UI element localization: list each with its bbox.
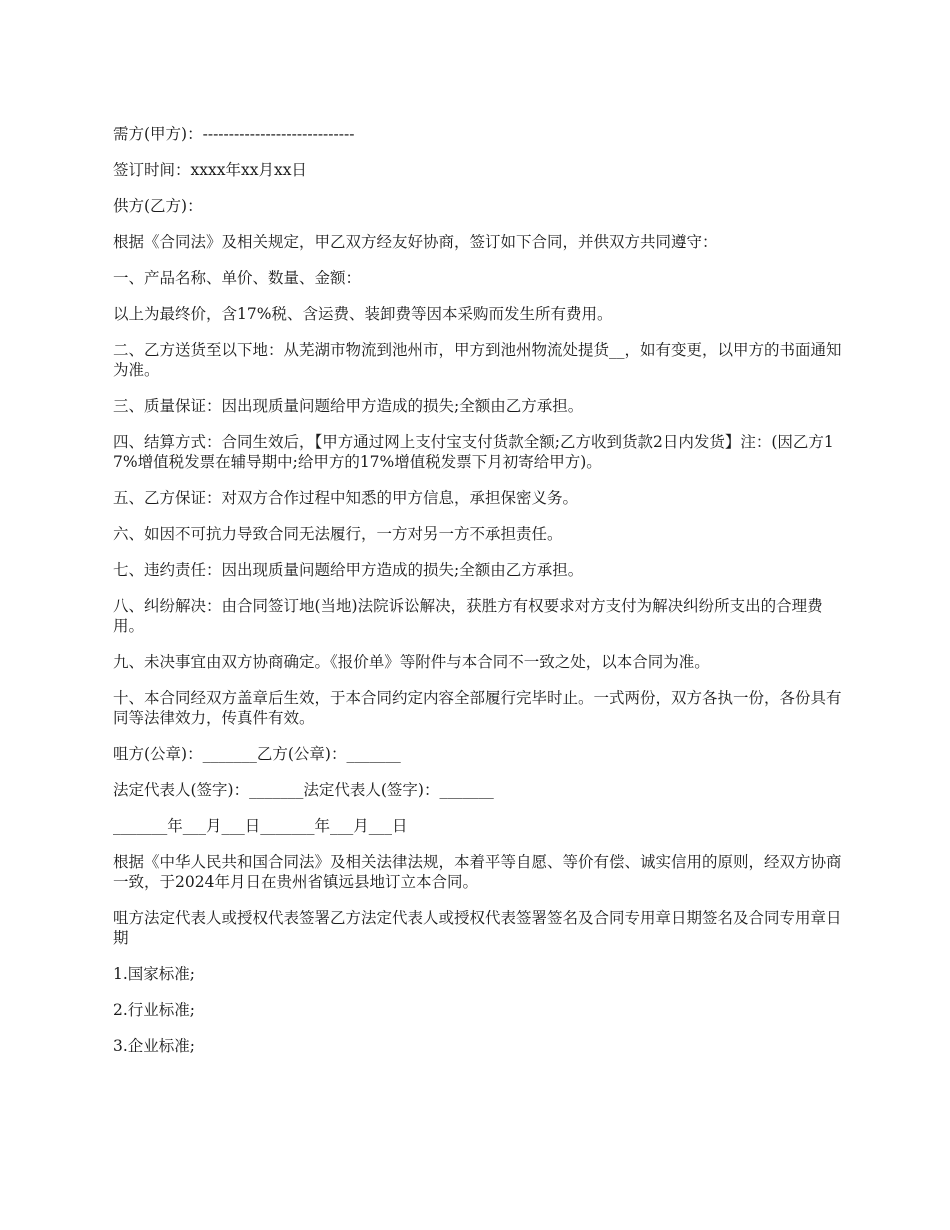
- clause-9-unresolved: 九、未决事宜由双方协商确定。《报价单》等附件与本合同不一致之处，以本合同为准。: [113, 653, 710, 671]
- seal-line: 咀方(公章)：_______乙方(公章)：_______: [113, 745, 401, 763]
- signatory-paragraph: 咀方法定代表人或授权代表签署乙方法定代表人或授权代表签署签名及合同专用章日期签名及合同专用章日期: [113, 909, 842, 947]
- contract-document: [113, 124, 843, 1072]
- clause-3-quality: 三、质量保证：因出现质量问题给甲方造成的损失;全额由乙方承担。: [113, 397, 584, 415]
- price-note-paragraph: 以上为最终价，含17%税、含运费、装卸费等因本采购而发生所有费用。: [113, 305, 613, 323]
- supplier-party-line: 供方(乙方)：: [113, 197, 203, 215]
- standard-item-3: 3.企业标准;: [113, 1037, 196, 1055]
- legal-basis-paragraph: 根据《中华人民共和国合同法》及相关法律法规，本着平等自愿、等价有偿、诚实信用的原则，经双方协商一致，于2024年月日在贵州省镇远县地订立本合同。: [113, 853, 842, 891]
- clause-5-guarantee: 五、乙方保证：对双方合作过程中知悉的甲方信息，承担保密义务。: [113, 489, 579, 507]
- clause-6-force-majeure: 六、如因不可抗力导致合同无法履行，一方对另一方不承担责任。: [113, 525, 563, 543]
- clause-7-liability: 七、违约责任：因出现质量问题给甲方造成的损失;全额由乙方承担。: [113, 561, 584, 579]
- clause-1-heading: 一、产品名称、单价、数量、金额：: [113, 269, 362, 287]
- standard-item-2: 2.行业标准;: [113, 1001, 196, 1019]
- signing-date-line: 签订时间：xxxx年xx月xx日: [113, 161, 307, 179]
- clause-2-delivery: 二、乙方送货至以下地：从芜湖市物流到池州市，甲方到池州物流处提货__，如有变更，以甲方的书面通知为准。: [113, 341, 842, 379]
- date-signature-line: _______年___月___日_______年___月___日: [113, 817, 408, 835]
- clause-10-effect: 十、本合同经双方盖章后生效，于本合同约定内容全部履行完毕时止。一式两份，双方各执一份，各份具有同等法律效力，传真件有效。: [113, 689, 842, 727]
- standard-item-1: 1.国家标准;: [113, 965, 196, 983]
- preamble-paragraph: 根据《合同法》及相关规定，甲乙双方经友好协商，签订如下合同，并供双方共同遵守：: [113, 233, 718, 251]
- buyer-party-line: 需方(甲方)：-----------------------------: [113, 125, 355, 143]
- clause-8-dispute: 八、纠纷解决：由合同签订地(当地)法院诉讼解决，获胜方有权要求对方支付为解决纠纷所支出的合理费用。: [113, 597, 823, 635]
- representative-signature-line: 法定代表人(签字)：_______法定代表人(签字)：_______: [113, 781, 494, 799]
- clause-4-settlement: 四、结算方式：合同生效后，【甲方通过网上支付宝支付货款全额;乙方收到货款2日内发货】注：(因乙方17%增值税发票在辅导期中;给甲方的17%增值税发票下月初寄给甲方)。: [113, 433, 834, 471]
